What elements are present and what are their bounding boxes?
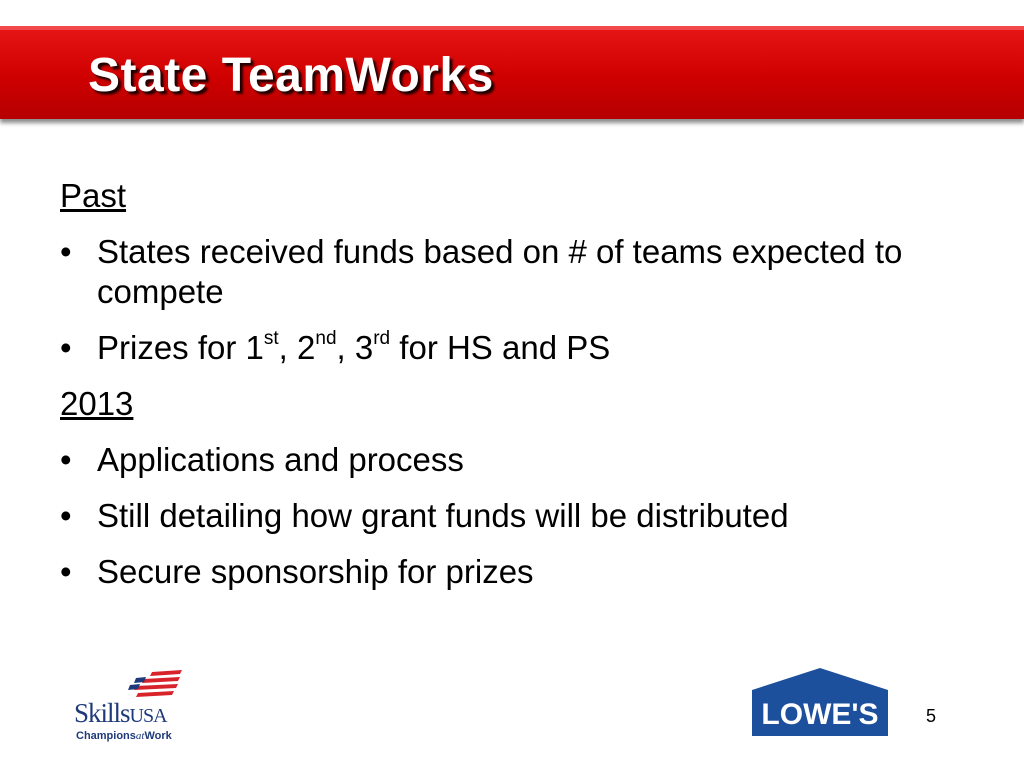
section-heading-past: Past: [60, 177, 127, 214]
bullet-icon: •: [60, 329, 72, 366]
list-item: [60, 552, 990, 592]
skillsusa-tagline: ChampionsatWork: [76, 730, 172, 742]
skillsusa-wordmark: SkillsUSA: [74, 698, 167, 728]
list-item: [60, 496, 990, 536]
bullet-icon: •: [60, 497, 72, 534]
past-list: [60, 232, 990, 368]
bullet-icon: •: [60, 441, 72, 478]
page-number: 5: [926, 706, 937, 726]
bullet-icon: •: [60, 553, 72, 590]
list-item-text: States received funds based on # of teams expected to compete: [97, 233, 903, 310]
slide-content: [60, 176, 990, 608]
slide-title: State TeamWorks: [88, 49, 494, 102]
list-item-text: Still detailing how grant funds will be distributed: [97, 497, 789, 534]
lowes-wordmark: LOWE'S: [761, 698, 879, 731]
skillsusa-logo: [74, 668, 188, 744]
list-item: [60, 440, 990, 480]
flag-stripes-icon: [74, 668, 188, 702]
bullet-icon: •: [60, 233, 72, 270]
2013-list: [60, 440, 990, 592]
list-item-text: Prizes for 1st, 2nd, 3rd for HS and PS: [97, 328, 611, 366]
section-heading-2013: 2013: [60, 385, 134, 422]
lowes-logo: [752, 668, 888, 736]
list-item-text: Secure sponsorship for prizes: [97, 553, 534, 590]
list-item: [60, 328, 990, 368]
list-item: [60, 232, 990, 312]
list-item-text: Applications and process: [97, 441, 464, 478]
